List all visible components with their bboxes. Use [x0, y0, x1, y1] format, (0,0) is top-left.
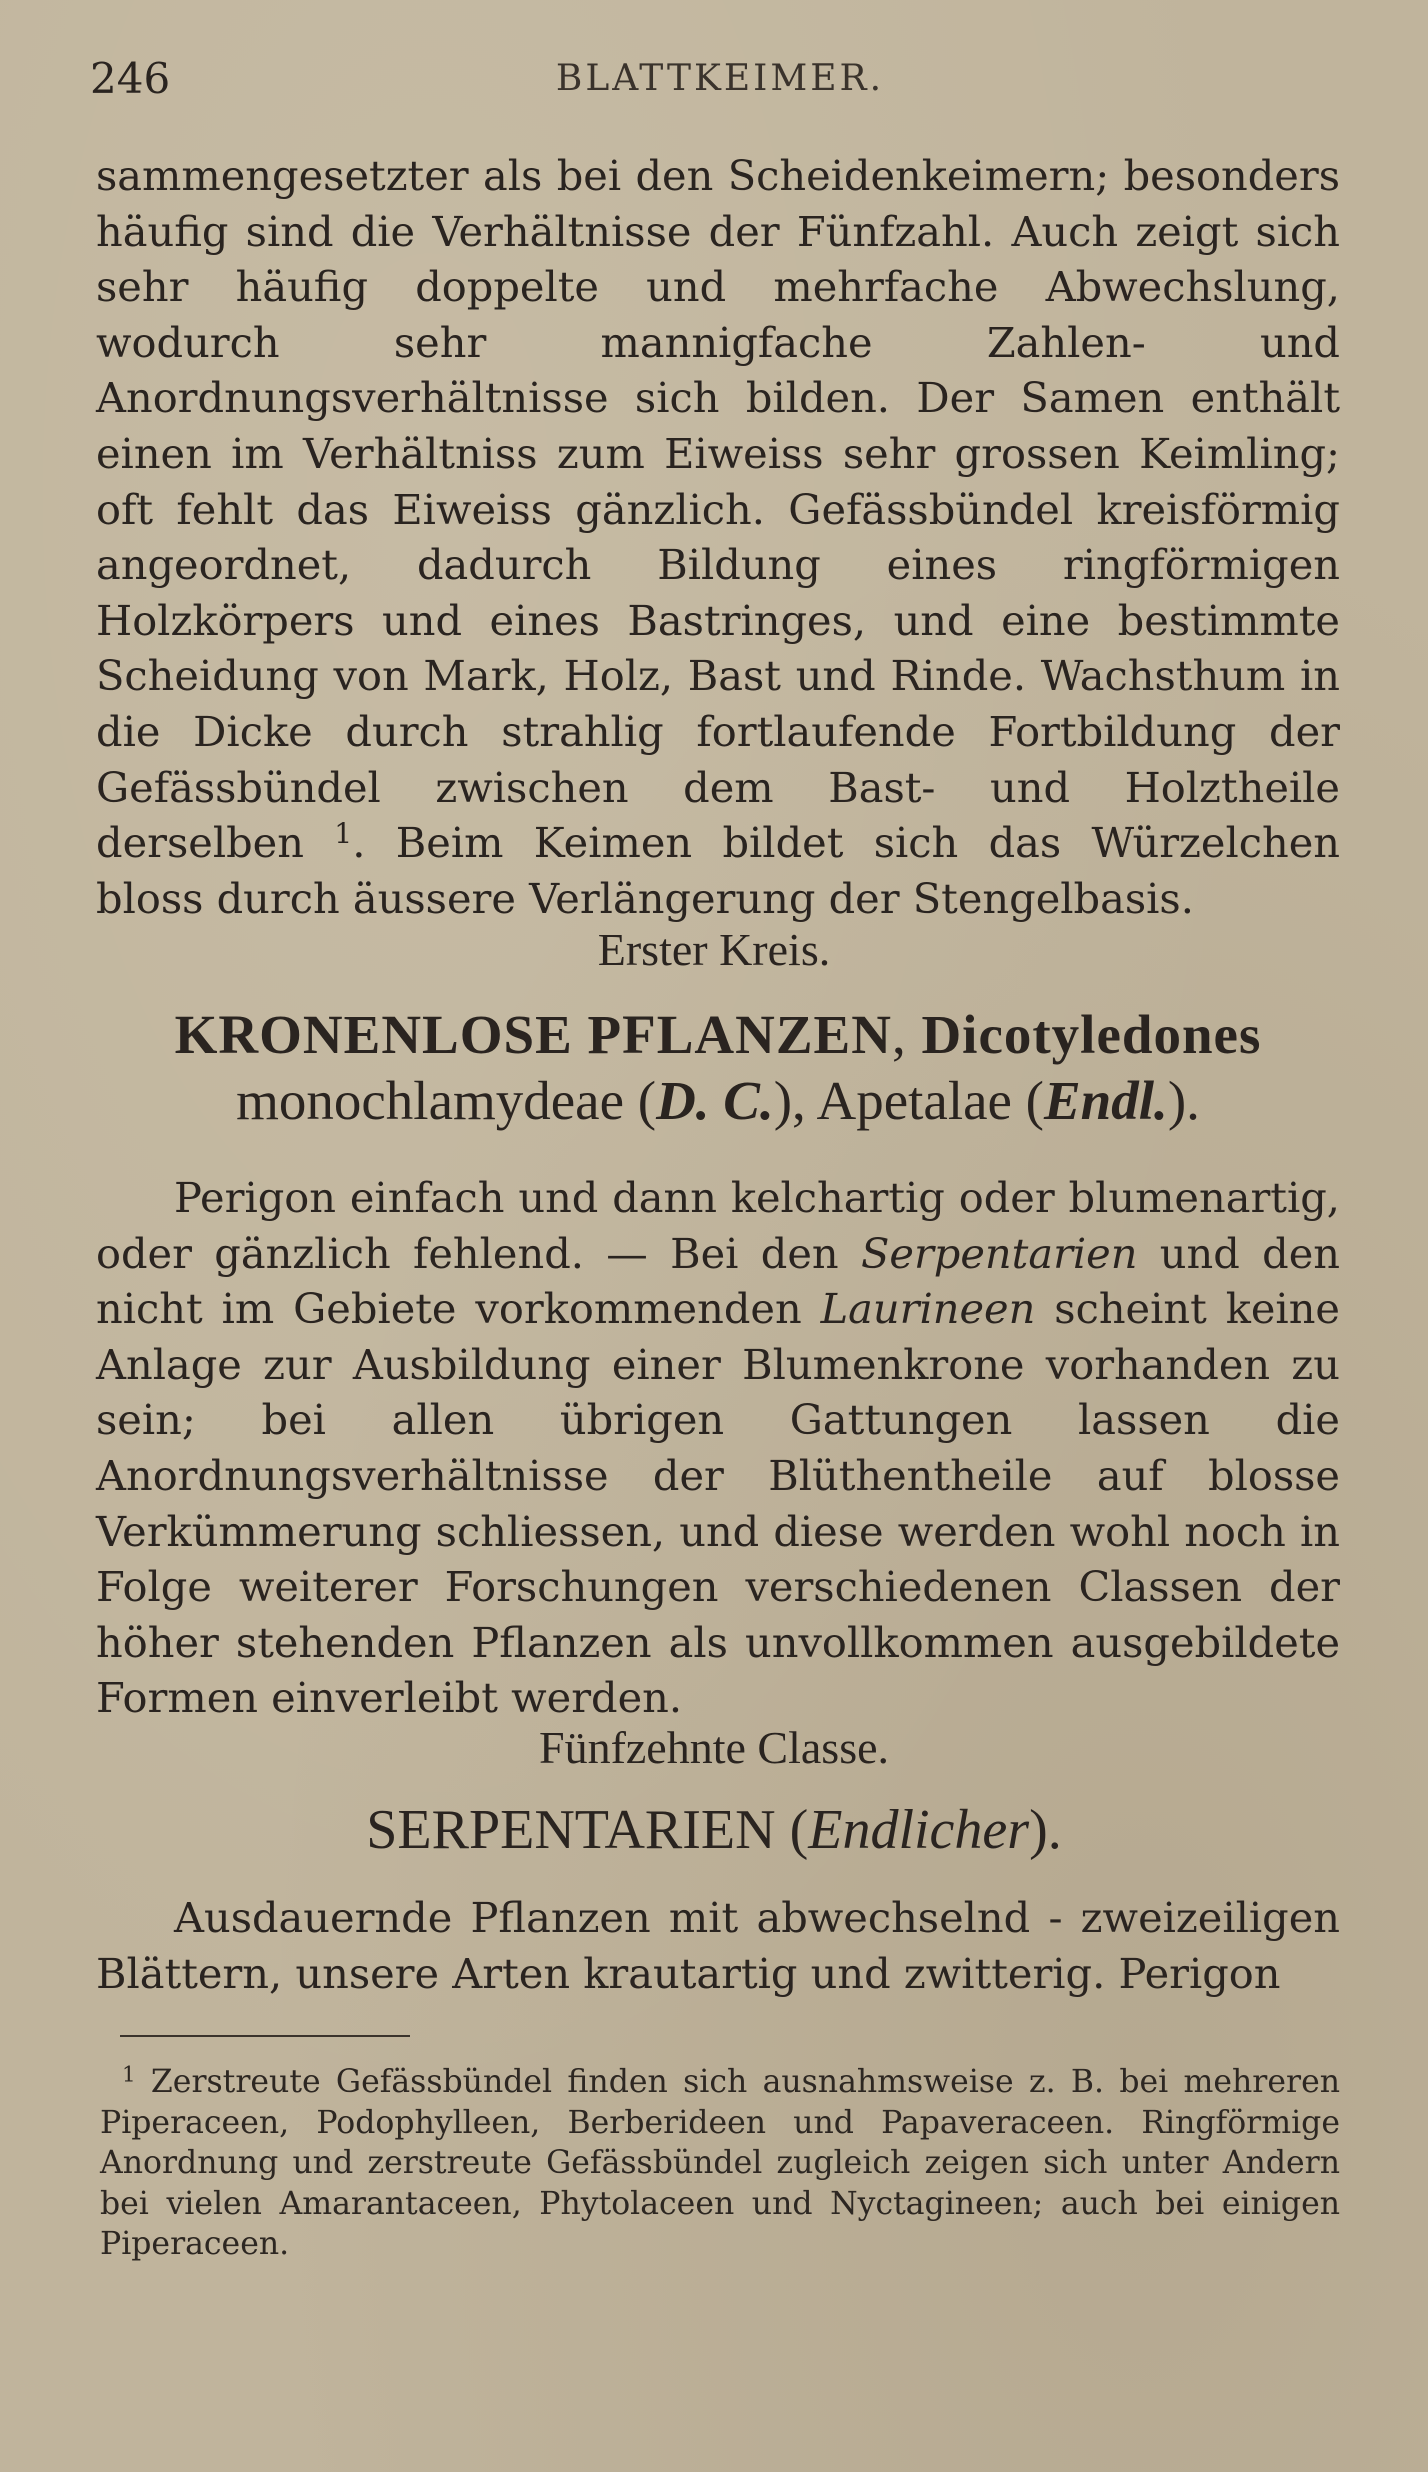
title-author: Endlicher [808, 1799, 1030, 1861]
term-serpentarien: Serpentarien [860, 1228, 1138, 1278]
footnote-marker: 1 [122, 2062, 136, 2088]
title-authority-endl: Endl. [1044, 1070, 1168, 1131]
running-title: BLATTKEIMER. [555, 58, 885, 99]
title-latin: Dicotyledones [921, 1004, 1262, 1065]
kronenlose-paragraph: Perigon einfach und dann kelchartig oder blumenartig, oder gänzlich fehlend. — Bei den Serpentarien und den nicht im Gebiete vorkommenden Laurineen scheint keine Anlage zur Ausbildung einer Blumenkrone vorhanden zu sein; bei allen übrigen Gattungen lassen die Anordnungsverhältnisse der Blüthentheile auf blosse Verkümmerung schliessen, und diese werden wohl noch in Folge weiterer Forschungen verschiedenen Classen der höher stehenden Pflanzen als unvollkommen ausgebildete Formen einverleibt werden. [96, 1173, 1340, 1723]
serpentarien-paragraph: Ausdauernde Pflanzen mit abwechselnd - zweizeiligen Blättern, unsere Arten krautartig und zwitterig. Perigon [96, 1893, 1340, 1998]
footnote-text: Zerstreute Gefässbündel finden sich ausnahmsweise z. B. bei mehreren Piperaceen, Podophylleen, Berberideen und Papaveraceen. Ringförmige Anordnung und zerstreute Gefässbündel zugleich zeigen sich unter Andern bei vielen Amarantaceen, Phytolaceen und Nyctagineen; auch bei einigen Piperaceen. [100, 2064, 1340, 2262]
intro-text: sammengesetzter als bei den Scheidenkeimern; besonders häufig sind die Verhältnisse der Fünfzahl. Auch zeigt sich sehr häufig doppelte und mehrfache Abwechslung, wodurch sehr mannigfache Zahlen- und Anordnungsverhältnisse sich bilden. Der Samen enthält einen im Verhältniss zum Eiweiss sehr grossen Keimling; oft fehlt das Eiweiss gänzlich. Gefässbündel kreisförmig angeordnet, dadurch Bildung eines ringförmigen Holzkörpers und eines Bastringes, und eine bestimmte Scheidung von Mark, Holz, Bast und Rinde. Wachsthum in die Dicke durch strahlig fortlaufende Fortbildung der Gefässbündel zwischen dem Bast- und Holztheile derselben [96, 151, 1340, 868]
term-laurineen: Laurineen [820, 1284, 1036, 1334]
intro-paragraph [96, 148, 1340, 926]
footnote [100, 2062, 1340, 2265]
running-head [90, 54, 1350, 114]
page-number: 246 [90, 54, 171, 103]
section-heading-kreis: Erster Kreis. [597, 924, 831, 975]
section-title-kronenlose: KRONENLOSE PFLANZEN, Dicotyledones monochlamydeae (D. C.), Apetalae (Endl.). [174, 1004, 1262, 1131]
intro-text-end: . Beim Keimen bildet sich das Würzelchen bloss durch äussere Verlängerung der Stengelbasis. [96, 818, 1340, 923]
title-main: KRONENLOSE PFLANZEN [174, 1004, 892, 1065]
title-authority-dc: D. C. [656, 1070, 774, 1131]
footnote-divider [120, 2035, 410, 2037]
section-heading-classe: Fünfzehnte Classe. [538, 1722, 890, 1773]
section-title-serpentarien: SERPENTARIEN (Endlicher). [366, 1799, 1062, 1861]
footnote-reference: 1 [334, 817, 353, 851]
